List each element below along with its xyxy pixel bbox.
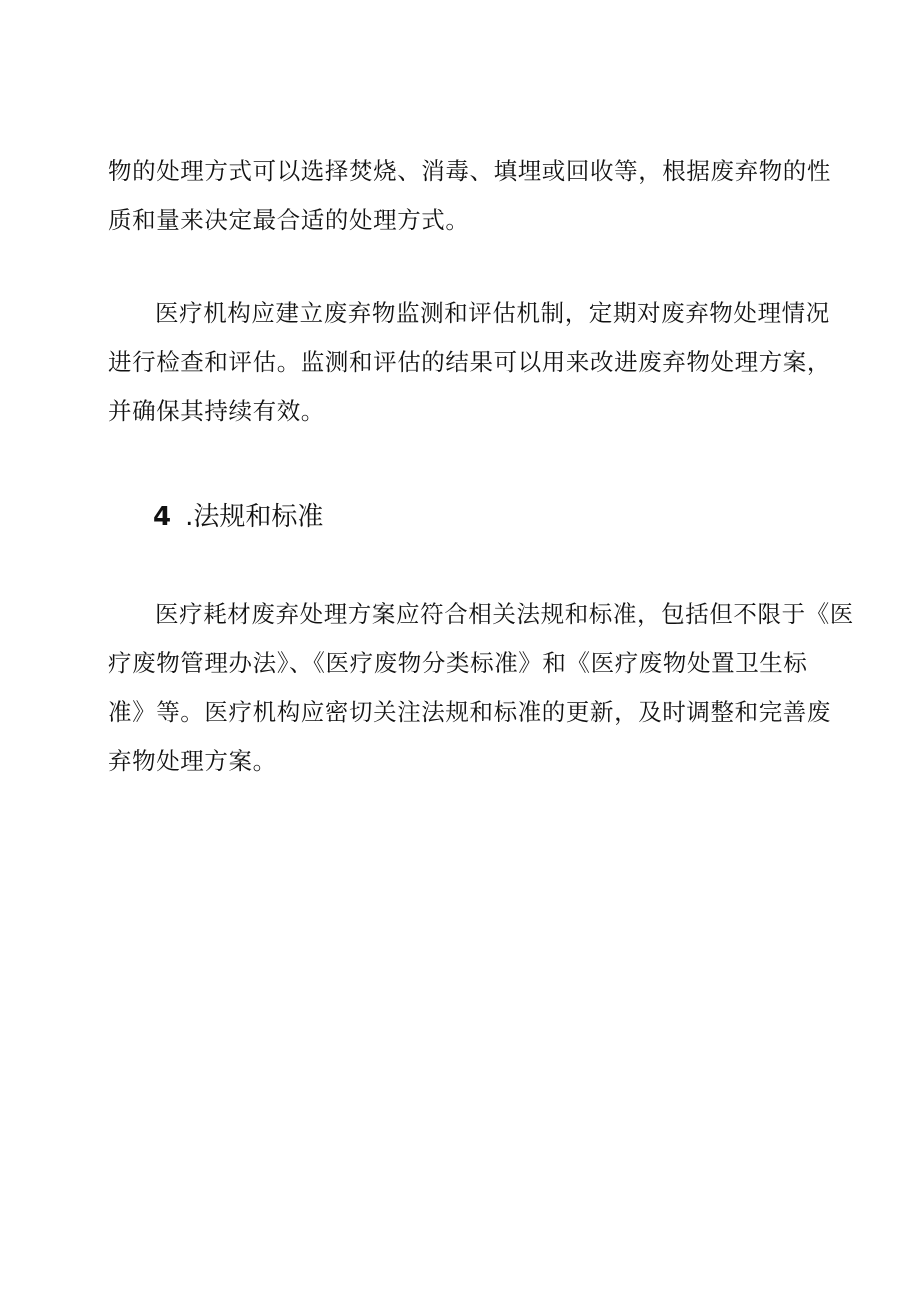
section-number: 4 [153, 502, 172, 532]
paragraph-line: 医疗机构应建立废弃物监测和评估机制，定期对废弃物处理情况 [155, 299, 830, 327]
paragraph-line: 并确保其持续有效。 [108, 397, 325, 425]
paragraph-line: 物的处理方式可以选择焚烧、消毒、填埋或回收等，根据废弃物的性 [108, 157, 831, 185]
paragraph-line: 医疗耗材废弃处理方案应符合相关法规和标准，包括但不限于《医 [155, 600, 854, 628]
paragraph-line: 质和量来决定最合适的处理方式。 [108, 206, 470, 234]
paragraph-line: 疗废物管理办法》、《医疗废物分类标准》和《医疗废物处置卫生标 [108, 649, 808, 677]
section-title: .法规和标准 [185, 502, 324, 532]
paragraph-line: 进行检查和评估。监测和评估的结果可以用来改进废弃物处理方案， [108, 348, 831, 376]
paragraph-line: 弃物处理方案。 [108, 747, 277, 775]
paragraph-line: 准》等。医疗机构应密切关注法规和标准的更新，及时调整和完善废 [108, 698, 831, 726]
section-heading [153, 500, 323, 534]
